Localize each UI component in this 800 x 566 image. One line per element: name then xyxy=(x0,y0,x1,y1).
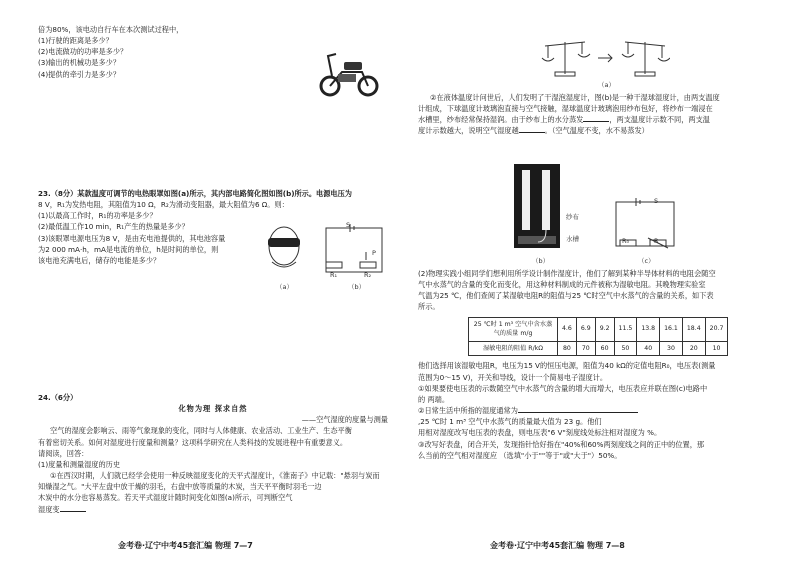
question-24 xyxy=(38,392,388,515)
q23-line: 23.（8分）某款温度可调节的电热眼罩如图(a)所示，其内部电路简化图如图(b)所示。电源电压为 xyxy=(38,189,352,198)
q2-line: (2)物理实践小组同学们想利用所学设计制作湿度计，他们了解到某种半导体材料的电阻会随空 xyxy=(418,269,716,278)
q-line: (1)行驶的距离是多少？ xyxy=(38,36,113,46)
answer-blank[interactable] xyxy=(583,114,609,122)
switch-label: S xyxy=(346,221,351,229)
r-label: R xyxy=(654,237,659,245)
q24-text: 有着密切关系。如何对湿度进行度量和测量？这项科学研究在人类科技的发展进程中有重要意义。 xyxy=(38,437,348,447)
q24-p1: 木炭中的水分也容易蒸发。若天平式湿度计随时间变化如图(a)所示，可判断空气 xyxy=(38,493,293,503)
r0-label: R₀ xyxy=(622,237,630,245)
q2b-line: ③改写好表盘，闭合开关，发现指针恰好指在"40%和60%两刻度线之间的正中的位置，那 xyxy=(418,439,705,449)
part-2-design xyxy=(418,268,768,461)
fig-c-caption: （c） xyxy=(638,257,655,265)
q24-p1: 湿度变 xyxy=(38,504,388,515)
q2b-line: ②日常生活中所指的湿度通常为 xyxy=(418,405,768,416)
table-cell: 16.1 xyxy=(660,317,683,341)
q24-text: 空气的湿度会影响云、雨等气象现象的变化，同时与人体健康、农业活动、工业生产、生态平衡 xyxy=(50,426,352,436)
q23-line: (2)最低温工作10 min，R₁产生的热量是多少？ xyxy=(38,222,189,232)
answer-blank[interactable] xyxy=(519,125,545,133)
table-cell: 9.2 xyxy=(595,317,614,341)
switch-label-c: S xyxy=(654,197,659,205)
q-line: (4)提供的牵引力是多少？ xyxy=(38,69,121,79)
table-cell: 6.9 xyxy=(576,317,595,341)
p2-line: 度计示数越大，说明空气湿度越 。（空气温度不变，水不易蒸发） xyxy=(418,126,649,136)
q24-text: 请阅读，回答： xyxy=(38,448,89,458)
part-2-hygrometer xyxy=(418,92,768,137)
p2-line: 计组成，下球温度计玻璃泡直接与空气接触，湿球温度计玻璃泡用纱布包好，将纱布一端浸在 xyxy=(418,104,713,114)
table-cell: 13.8 xyxy=(637,317,660,341)
footer-right: 金考卷·辽宁中考45套汇编 物理 7—8 xyxy=(490,541,625,550)
q23-line: (3)该眼罩电源电压为8 V，是由充电池提供的，其电池容量 xyxy=(38,233,226,243)
slider-label: P xyxy=(372,249,376,257)
q24-number: 24.（6分） xyxy=(38,393,78,402)
electric-scooter-image xyxy=(318,50,380,98)
water-tank-label: 水槽 xyxy=(566,235,579,243)
wet-dry-thermometer-figure xyxy=(512,162,562,252)
table-header-resistance: 湿敏电阻的阻值 R/kΩ xyxy=(469,341,558,356)
table-cell: 11.5 xyxy=(614,317,637,341)
q24-title: 化物为理 探求自然 xyxy=(178,404,248,414)
table-cell: 30 xyxy=(660,341,683,356)
footer-left: 金考卷·辽宁中考45套汇编 物理 7—7 xyxy=(118,541,253,550)
fig-b-caption-right: （b） xyxy=(532,257,550,265)
p2-line: ②在液体温度计问世后，人们发明了干湿泡湿度计，图(b)是一种干湿球湿度计，由两支温度 xyxy=(430,93,720,102)
r2-label: R₂ xyxy=(364,271,372,279)
circuit-diagram-c xyxy=(610,196,680,256)
table-cell: 20.7 xyxy=(705,317,728,341)
q2b-line: ,25 ℃时 1 m³ 空气中水蒸气的质量最大值为 23 g。他们 xyxy=(418,417,602,427)
answer-blank[interactable] xyxy=(60,504,86,512)
q24-p1: 知燥湿之气。"大平左盘中放干燥的羽毛，右盘中放等质量的木炭，当天平平衡时羽毛一边 xyxy=(38,482,322,492)
table-cell: 10 xyxy=(705,341,728,356)
q2b-line: 范围为0～15 V)，开关和导线，设计一个简易电子湿度计。 xyxy=(418,372,608,382)
balance-scales-figure xyxy=(540,34,670,78)
q2b-line: ①如果要使电压表的示数随空气中水蒸气的含量的增大而增大，电压表应并联在图(c)电路中 xyxy=(418,383,708,393)
q2-line: 气中水蒸气的含量的变化而变化，用这种材料制成的元件被称为湿敏电阻。其晚物理实验室 xyxy=(418,280,706,290)
table-cell: 60 xyxy=(595,341,614,356)
q23-line: (1)以最高工作时，R₁的功率是多少？ xyxy=(38,211,157,221)
eye-mask-figure xyxy=(262,222,306,274)
table-cell: 18.4 xyxy=(682,317,705,341)
q-line: (3)输出的机械功是多少？ xyxy=(38,58,121,68)
answer-blank[interactable] xyxy=(518,405,638,413)
q-line: 倍为80%，该电动自行车在本次测试过程中， xyxy=(38,25,184,34)
table-cell: 80 xyxy=(558,341,577,356)
q24-p1: ①在西汉时期，人们就已经学会使用一种反映湿度变化的天平式湿度计，《淮南子》中记载："悬羽与炭而 xyxy=(50,471,380,481)
right-fig-a-caption: （a） xyxy=(598,81,615,89)
table-cell: 50 xyxy=(614,341,637,356)
q2b-line: 的 两端。 xyxy=(418,394,450,404)
q2b-line: 他们选择用该湿敏电阻R，电压为15 V的恒压电源，阻值为40 kΩ的定值电阻R₀，电压表(测量 xyxy=(418,361,716,371)
table-cell: 70 xyxy=(576,341,595,356)
q23-line: 为2 000 mA·h，mA是电流的单位，h是时间的单位，则 xyxy=(38,244,219,254)
q24-sub1: (1)度量和测量湿度的历史 xyxy=(38,459,121,469)
fig-b-caption: （b） xyxy=(348,283,366,291)
table-cell: 20 xyxy=(682,341,705,356)
q24-subtitle: ——空气湿度的度量与测量 xyxy=(301,415,388,425)
q-line: (2)电流做功的功率是多少？ xyxy=(38,47,128,57)
q2b-line: 么当前的空气相对湿度应 （选填"小于""等于"或"大于"）50%。 xyxy=(418,450,622,460)
p2-line: 水槽里，纱布经常保持湿润。由于纱布上的水分蒸发 ，两支温度计示数不同，两支温 xyxy=(418,115,710,125)
humidity-resistance-table xyxy=(468,317,728,357)
q2-line: 气温为25 ℃，他们查阅了某湿敏电阻R的阻值与25 ℃时空气中水蒸气的含量的关系，如下表 xyxy=(418,291,714,301)
r1-label: R₁ xyxy=(330,271,338,279)
fig-a-caption: （a） xyxy=(276,283,293,291)
q2b-line: 用相对湿度改写电压表的表盘，则电压表"6 V"刻度线处标注相对湿度为 %。 xyxy=(418,428,662,438)
q2-line: 所示。 xyxy=(418,302,440,312)
gauze-label: 纱布 xyxy=(566,213,579,221)
table-cell: 4.6 xyxy=(558,317,577,341)
table-header-mass: 25 ℃时 1 m³ 空气中含水蒸气的质量 m/g xyxy=(469,317,558,341)
q23-line: 该电池充满电后，储存的电能是多少？ xyxy=(38,255,161,265)
table-cell: 40 xyxy=(637,341,660,356)
q23-line: 8 V，R₁为发热电阻，其阻值为10 Ω，R₂为滑动变阻器，最大阻值为6 Ω。则： xyxy=(38,200,289,210)
